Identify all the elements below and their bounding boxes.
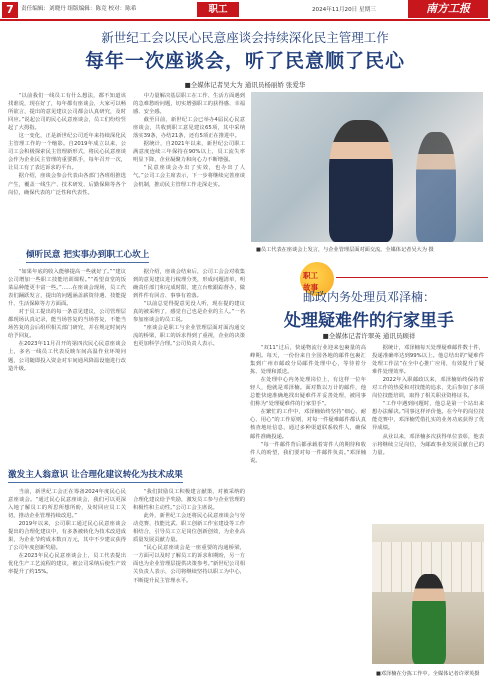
paragraph: “如果年底的收入能够提高一些就好了。”“建议公司增加一些职工技能培训课程。”“希望食堂的饭菜品种能更丰富一些。”……在座谈会现场，员工代表们踊跃发言，提出的问题涵盖薪资待遇、技能提升、生活保障等方方面面。 <box>8 269 126 308</box>
story1-headline: 每年一次座谈会，听了民意顺了民心 <box>84 50 405 72</box>
paragraph: 这一变化，正是新世纪公司近年来持续深化民主管理工作的一个缩影。自2019年成立以来，公司工会积极探索民主管理新形式，将民心民意座谈会作为企业民主管理的重要抓手，每年召开一次，让员工有了表达诉求的平台。 <box>8 133 126 172</box>
paragraph: 在2023年民心民意座谈会上，员工代表提出优化生产工艺流程的建议，被公司采纳后使生产效率提升了约15%。 <box>8 553 126 576</box>
story1-photo <box>251 92 483 242</box>
paragraph: 中力量解决基层职工在工作、生活方面遇到的急难愁盼问题，切实增强职工的获得感、幸福感、安全感。 <box>133 93 245 116</box>
story2-byline: ■全媒体记者许翠英 通讯员顾祥 <box>322 332 416 340</box>
masthead <box>0 0 490 18</box>
section-label: 职工 <box>197 2 239 17</box>
story1-column-6 <box>133 488 245 684</box>
badge-label-line2: 故事 <box>303 283 318 292</box>
badge-rule <box>336 277 488 278</box>
story1-subhead-1: 倾听民意 把实事办到职工心坎上 <box>26 248 149 263</box>
story1-byline: ■全媒体记者吴大为 通讯员杨丽娇 张爱华 <box>184 81 306 89</box>
photo-person-figure <box>412 574 446 664</box>
story1-column-1 <box>8 92 126 242</box>
paragraph: 在2023年11月召开的第四次民心民意座谈会上，多名一线员工代表反映车间高温作业环境问题，公司随即投入资金对车间通风降温设施进行改造升级。 <box>8 341 126 372</box>
story1-kicker: 新世纪工会以民心民意座谈会持续深化民主管理工作 <box>101 30 389 45</box>
paragraph: “民意座谈会办出了实效，也办出了人气。”公司工会主席表示，下一步将继续完善座谈会机制，推动民主管理工作走深走实。 <box>133 165 245 188</box>
paragraph: “工作中遇到问题时，他总是第一个站出来想办法解决。”同事这样评价他。在今年的岗位技能竞赛中，邓泽楠凭借扎实的业务功底获得了优异成绩。 <box>372 401 484 432</box>
paragraph: 据介绍，座谈会参会代表由各部门各班组推选产生，覆盖一线生产、技术研发、后勤保障等各个岗位，确保代表的广泛性和代表性。 <box>8 173 126 196</box>
page-number: 7 <box>2 2 18 18</box>
story2-column-1 <box>250 344 366 680</box>
paragraph: “双11”过后，快递物流行业迎来包裹量的高峰期。每天，一份份来自全国各地的邮件包裹汇集到广州市邮政分局邮件处理中心，等待着分拣、处理和派送。 <box>250 345 366 376</box>
story1-column-4 <box>133 268 245 464</box>
paragraph: 当前，新世纪工会正在筹备2024年度民心民意座谈会。“通过民心民意座谈会，我们可以更深入地了解员工的所思所想所盼，及时回应员工关切，推动企业管理持续改进。” <box>8 489 126 520</box>
story2-photo <box>372 524 484 664</box>
story2-photo-caption: ■邓泽楠在分拣工作中。全媒体记者许翠英摄 <box>376 671 480 677</box>
paragraph: 2019年以来，公司职工通过民心民意座谈会提出的合理化建议中，有多条被转化为技术改进成果，为企业节约成本数百万元，其中不少建议获得了公司年度创新奖励。 <box>8 521 126 552</box>
photo-person-figure <box>329 120 393 242</box>
issue-date: 2024年11月20日 星期三 <box>312 7 376 13</box>
story2-column-2 <box>372 344 484 518</box>
paragraph: “我们鼓励员工积极建言献策，对被采纳的合理化建议给予奖励，激发员工参与企业管理的积极性和主动性。”公司工会主席说。 <box>133 489 245 512</box>
newspaper-logo: 南方工报 <box>408 0 488 18</box>
editor-credits: 责任编辑：刘晓丹 组版编辑：陈竞 校对：陈希 <box>21 6 137 12</box>
paragraph: “民心民意座谈会是一座重要的沟通桥梁，一方面可以及时了解员工的诉求和期盼，另一方面也为企业管理层提供决策参考。”新世纪公司相关负责人表示，公司将继续坚持以职工为中心，不断提升民主管理水平。 <box>133 545 245 584</box>
story1-column-5 <box>8 488 126 684</box>
paragraph: “以前我们一线员工有什么想法，都不知道该找谁说，现在好了，每年都有座谈会，大家可以畅所欲言，提出的意见建议公司都会认真研究，及时回应。”说起公司的民心民意座谈会，员工们纷纷竖起了大拇指。 <box>8 93 126 132</box>
paragraph: 据统计，邓泽楠每天处理疑难邮件数十件，投递准确率达到99%以上。他总结出的“疑难件处理工作法”在全中心推广应用，有效提升了疑难件处理效率。 <box>372 345 484 376</box>
masthead-rule <box>0 19 490 21</box>
story1-photo-caption: ■员工代表在座谈会上发言，与企业管理层面对面交流。全媒体记者吴大为 摄 <box>256 247 434 253</box>
paragraph: “每一件邮件背后都承载着寄件人的期待和收件人的盼望，我们要对每一件邮件负责。”邓泽楠说。 <box>250 441 366 464</box>
paragraph: 据统计，自2021年以来，新世纪公司职工满意度连续三年保持在90%以上，员工流失率明显下降，企业凝聚力和向心力不断增强。 <box>133 141 245 164</box>
paragraph: “座谈会是职工与企业管理层面对面沟通交流的桥梁，职工的诉求得到了重视，企业的决策也更加科学合理。”公司负责人表示。 <box>133 325 245 348</box>
paragraph: 对于员工提出的每一条意见建议，公司管理层都现场认真记录，能当场答复的当场答复，不能当场答复的会后组织相关部门研究，并在规定时间内给予回复。 <box>8 309 126 340</box>
badge-label-line1: 职工 <box>303 271 318 280</box>
story2-headline: 处理疑难件的行家里手 <box>284 311 454 331</box>
paragraph: 据介绍，座谈会结束后，公司工会会对收集到的意见建议进行梳理分类，形成问题清单，明确责任部门和完成时限，建立台账跟踪督办，做到件件有回音、事事有着落。 <box>133 269 245 300</box>
story1-column-3 <box>8 268 126 464</box>
story2-kicker: 邮政内务处理员邓泽楠： <box>302 290 435 304</box>
paragraph: “以前总觉得提意见没人听，现在提的建议真的被采纳了，感觉自己也是企业的主人。”一名参加座谈会的员工说。 <box>133 301 245 324</box>
story1-column-2 <box>133 92 245 260</box>
paragraph: 此外，新世纪工会还将民心民意座谈会与劳动竞赛、技能比武、职工创新工作室建设等工作相结合，引导员工立足岗位创新创效，为企业高质量发展贡献力量。 <box>133 513 245 544</box>
story1-subhead-2: 激发主人翁意识 让合理化建议转化为技术成果 <box>8 468 183 483</box>
paragraph: 在繁忙的工作中，邓泽楠始终坚持“细心、耐心、用心”的工作原则，对每一件疑难邮件都认真核查地址信息，通过多种渠道联系收件人，确保邮件准确投递。 <box>250 409 366 440</box>
photo-background-figure <box>416 132 456 242</box>
paragraph: 截至目前，新世纪工会已举办4届民心民意座谈会，共收到职工意见建议65项，其中采纳落实39条，办结21条，还有5项正在推进中。 <box>133 117 245 140</box>
paragraph: 2022年入职邮政以来，邓泽楠始终保持着对工作的热爱和对技能的追求，先后参加了多项岗位技能培训，取得了相关职业资格证书。 <box>372 377 484 400</box>
paragraph: 从业以来，邓泽楠多次获得单位表彰，他表示将继续立足岗位，为邮政事业发展贡献自己的力量。 <box>372 433 484 456</box>
paragraph: 在处理中心内务处理岗位上，有这样一位年轻人，他就是邓泽楠。面对数以万计的邮件，他总能快速准确地找出疑难件并妥善处理，被同事们称为“处理疑难件的行家里手”。 <box>250 377 366 408</box>
